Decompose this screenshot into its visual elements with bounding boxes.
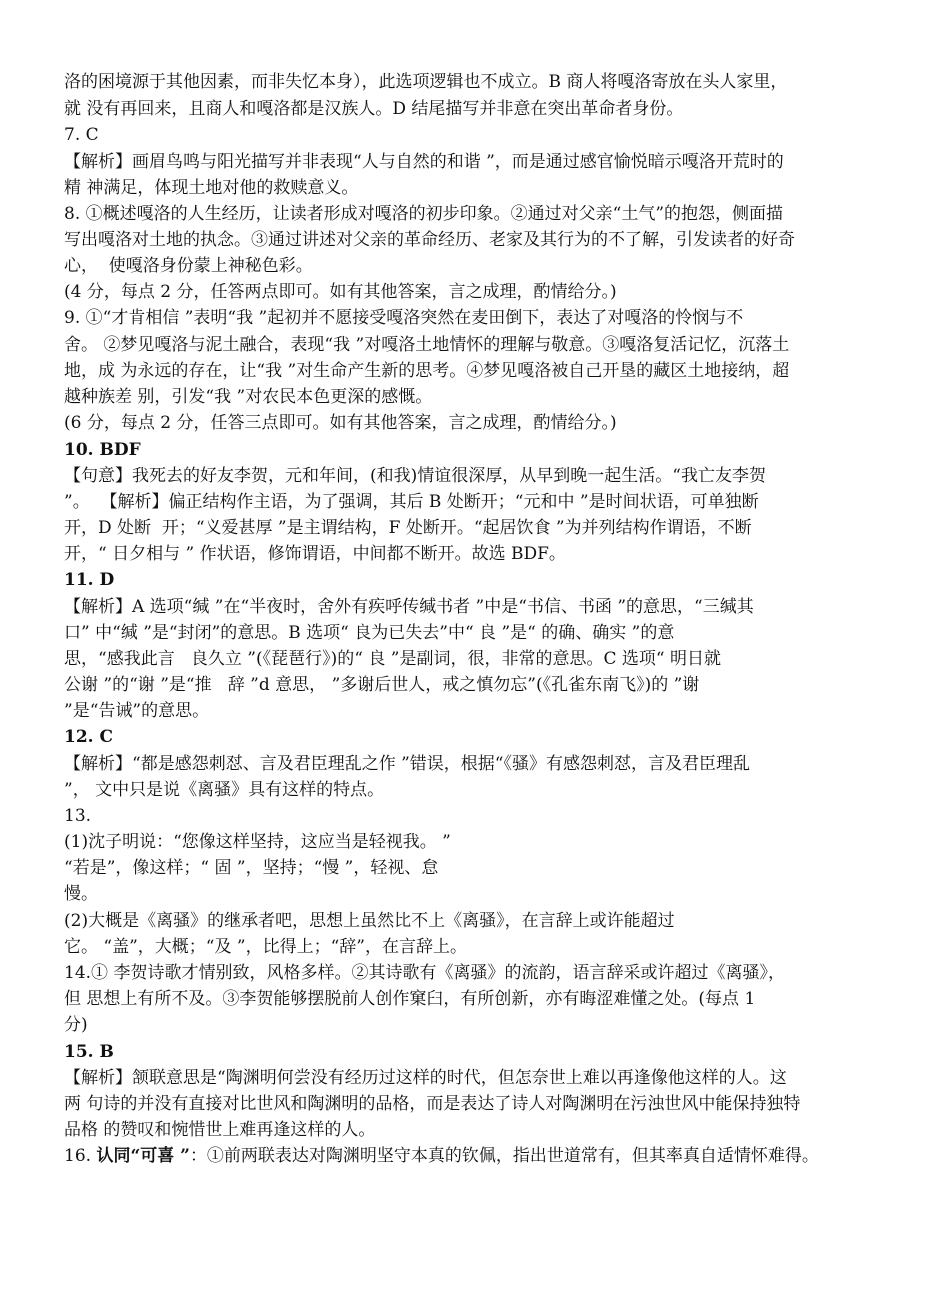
question-15-answer: 15. B: [64, 1042, 114, 1062]
question-16-text: ：①前两联表达对陶渊明坚守本真的钦佩，指出世道常有，但其率真自适情怀难得。: [189, 1146, 819, 1166]
text-line: 【句意】我死去的好友李贺，元和年间，(和我)情谊很深厚，从早到晚一起生活。“我亡友李贺: [64, 466, 766, 486]
text-line: 14.① 李贺诗歌才情别致，风格多样。②其诗歌有《离骚》的流韵，语言辞采或许超过《离骚》，: [64, 963, 785, 983]
text-line: 两 句诗的并没有直接对比世风和陶渊明的品格，而是表达了诗人对陶渊明在污浊世风中能保持独特: [64, 1094, 801, 1114]
text-line: 写出嘎洛对土地的执念。③通过讲述对父亲的革命经历、老家及其行为的不了解，引发读者的好奇: [64, 230, 795, 250]
text-line: 心， 使嘎洛身份蒙上神秘色彩。: [64, 256, 313, 276]
text-line: 【解析】“都是感怨刺怼、言及君臣理乱之作 ”错误，根据“《骚》有感怨刺怼，言及君臣理乱: [64, 754, 750, 774]
question-10-answer: 10. BDF: [64, 440, 141, 460]
text-line: ”， 文中只是说《离骚》具有这样的特点。: [64, 780, 385, 800]
text-line: 【解析】颔联意思是“陶渊明何尝没有经历过这样的时代，但怎奈世上难以再逢像他这样的人。这: [64, 1068, 787, 1088]
text-line: 就 没有再回来，且商人和嘎洛都是汉族人。D 结尾描写并非意在突出革命者身份。: [64, 99, 684, 119]
text-line: 8. ①概述嘎洛的人生经历，让读者形成对嘎洛的初步印象。②通过对父亲“土气”的抱怨，侧面描: [64, 204, 784, 224]
scoring-note: (4 分，每点 2 分，任答两点即可。如有其他答案，言之成理，酌情给分。): [64, 282, 617, 302]
text-line: 开，“ 日夕相与 ” 作状语，修饰谓语，中间都不断开。故选 BDF。: [64, 544, 566, 564]
text-line: ”。 【解析】偏正结构作主语，为了强调，其后 B 处断开；“元和中 ”是时间状语，可单独断: [64, 492, 759, 512]
text-line: 9. ①“才肯相信 ”表明“我 ”起初并不愿接受嘎洛突然在麦田倒下，表达了对嘎洛的怜悯与不: [64, 308, 744, 328]
text-line: 但 思想上有所不及。③李贺能够摆脱前人创作窠臼，有所创新，亦有晦涩难懂之处。(每点 1: [64, 989, 756, 1009]
text-line: 地，成 为永远的存在，让“我 ”对生命产生新的思考。④梦见嘎洛被自己开垦的藏区土地接纳，超: [64, 361, 790, 381]
text-line: (2)大概是《离骚》的继承者吧，思想上虽然比不上《离骚》，在言辞上或许能超过: [64, 911, 675, 931]
text-line: “若是”，像这样；“ 固 ”，坚持；“慢 ”，轻视、怠: [64, 858, 439, 878]
question-16-number: 16.: [64, 1146, 97, 1166]
scoring-note: (6 分，每点 2 分，任答三点即可。如有其他答案，言之成理，酌情给分。): [64, 413, 617, 433]
question-16-stance: 认同“可喜 ”: [96, 1146, 190, 1166]
text-line: 【解析】A 选项“缄 ”在“半夜时，舍外有疾呼传缄书者 ”中是“书信、书函 ”的意思，“三缄其: [64, 597, 754, 617]
text-line: 开，D 处断 开；“义爱甚厚 ”是主谓结构，F 处断开。“起居饮食 ”为并列结构作谓语，不断: [64, 518, 752, 538]
text-line: 品格 的赞叹和惋惜世上难再逢这样的人。: [64, 1120, 376, 1140]
question-16-line: [64, 1143, 819, 1169]
text-line: 洛的困境源于其他因素，而非失忆本身），此选项逻辑也不成立。B 商人将嘎洛寄放在头人家里，: [64, 72, 788, 92]
question-7-answer: 7. C: [64, 125, 99, 145]
text-line: 口” 中“缄 ”是“封闭”的意思。B 选项“ 良为已失去”中“ 良 ”是“ 的确、确实 ”的意: [64, 623, 675, 643]
question-11-answer: 11. D: [64, 570, 115, 590]
question-12-answer: 12. C: [64, 727, 114, 747]
text-line: 精 神满足，体现土地对他的救赎意义。: [64, 178, 359, 198]
text-line: ”是“告诫”的意思。: [64, 701, 210, 721]
text-line: 思，“感我此言 良久立 ”(《琵琶行》)的“ 良 ”是副词，很，非常的意思。C 选项“ 明日就: [64, 649, 721, 669]
text-line: 它。 “盖”，大概；“及 ”，比得上；“辞”，在言辞上。: [64, 937, 467, 957]
text-line: (1)沈子明说：“您像这样坚持，这应当是轻视我。 ”: [64, 832, 451, 852]
text-line: 分): [64, 1015, 88, 1035]
text-line: 【解析】画眉鸟鸣与阳光描写并非表现“人与自然的和谐 ”，而是通过感官愉悦暗示嘎洛开荒时的: [64, 152, 784, 172]
question-13-number: 13.: [64, 806, 92, 826]
text-line: 慢。: [64, 884, 98, 904]
text-line: 公谢 ”的“谢 ”是“推 辞 ”d 意思， ”多谢后世人，戒之慎勿忘”(《孔雀东南飞》)的 ”谢: [64, 675, 700, 695]
text-line: 越种族差 别，引发“我 ”对农民本色更深的感慨。: [64, 387, 433, 407]
text-line: 舍。 ②梦见嘎洛与泥土融合，表现“我 ”对嘎洛土地情怀的理解与敬意。③嘎洛复活记忆，沉落土: [64, 335, 790, 355]
